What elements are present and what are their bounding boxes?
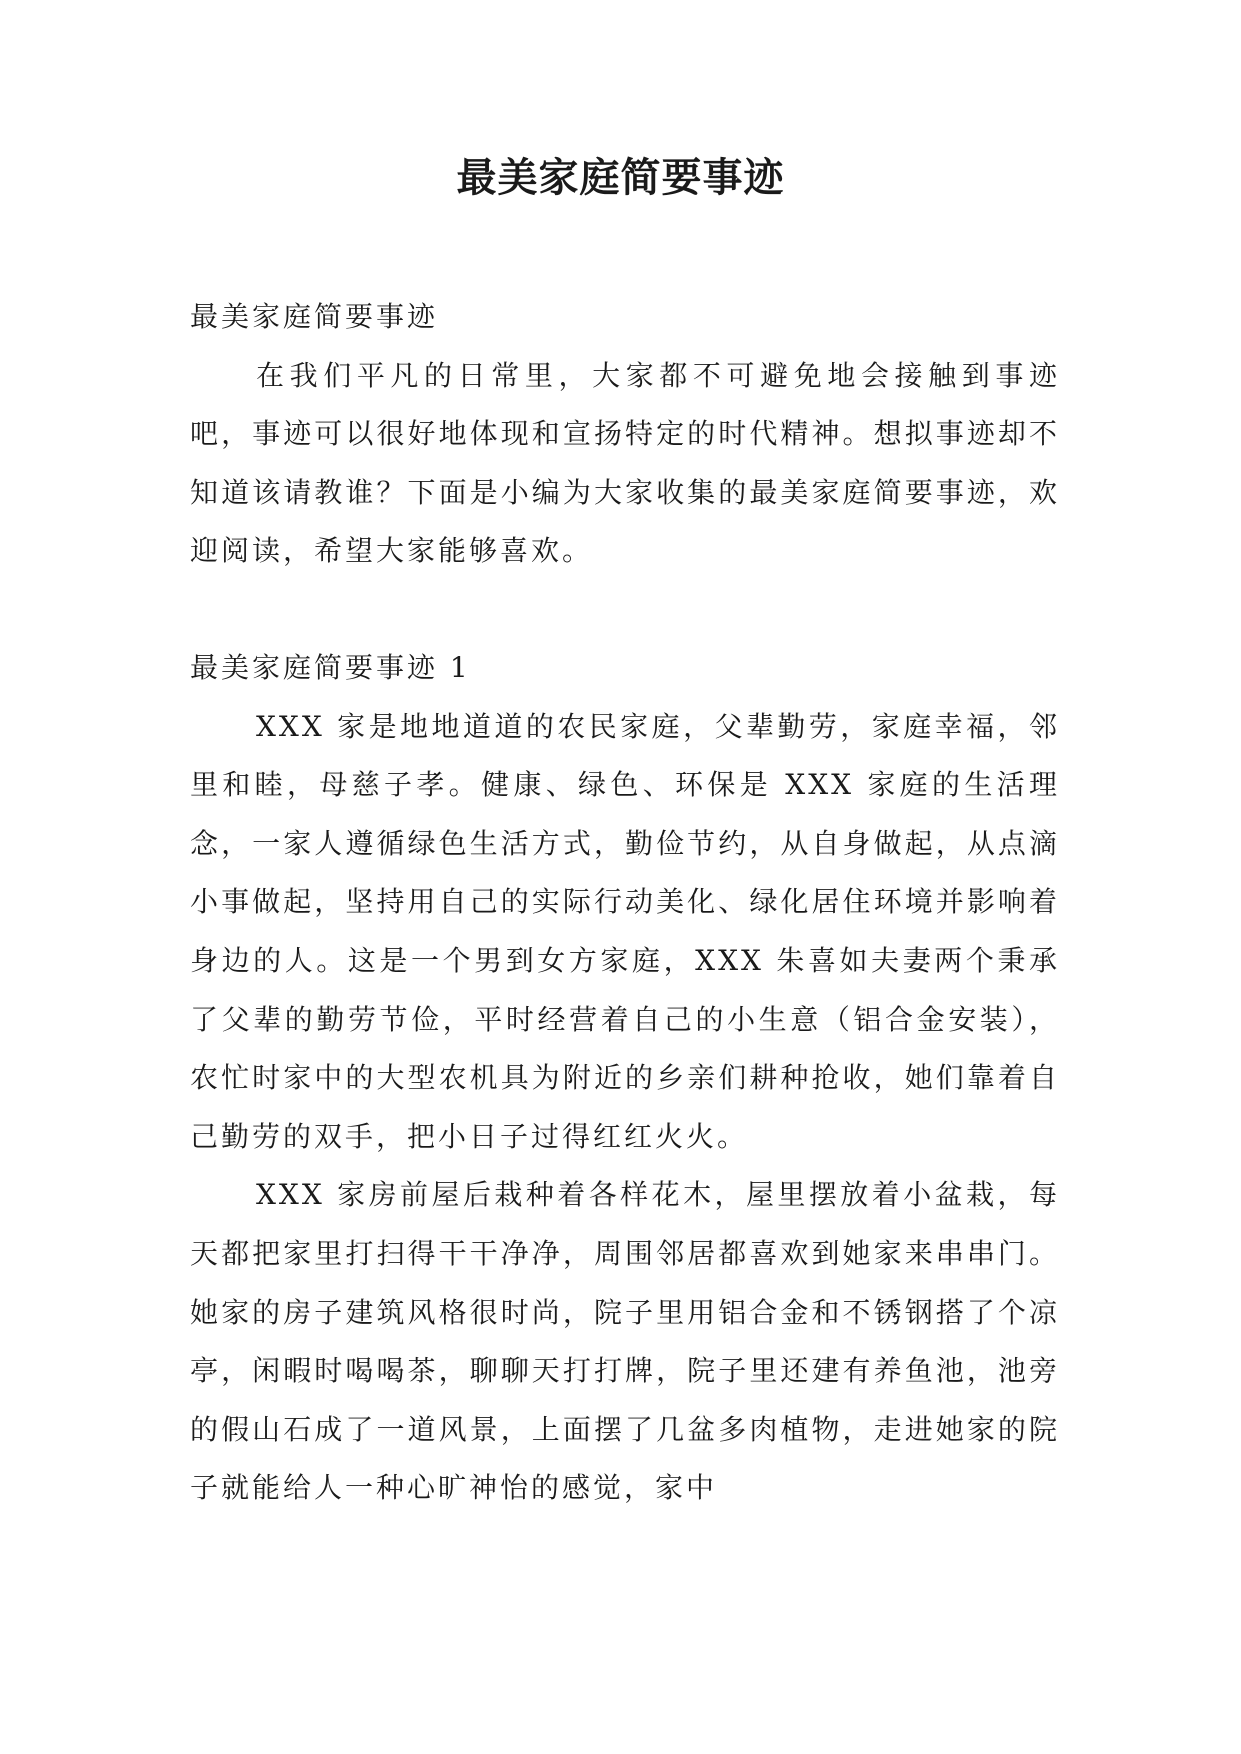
section1-paragraph-1: XXX 家是地地道道的农民家庭，父辈勤劳，家庭幸福，邻里和睦，母慈子孝。健康、绿色、环保是 XXX 家庭的生活理念，一家人遵循绿色生活方式，勤俭节约，从自身做起，从点滴小事做起，坚持用自己的实际行动美化、绿化居住环境并影响着身边的人。这是一个男到女方家庭，XXX 朱喜如夫妻两个秉承了父辈的勤劳节俭，平时经营着自己的小生意（铝合金安装），农忙时家中的大型农机具为附近的乡亲们耕种抢收，她们靠着自己勤劳的双手，把小日子过得红红火火。 (190, 709, 1060, 1153)
document-body (190, 288, 1060, 1518)
section1-heading: 最美家庭简要事迹 1 (190, 650, 471, 684)
intro-heading: 最美家庭简要事迹 (190, 300, 439, 333)
intro-paragraph: 在我们平凡的日常里，大家都不可避免地会接触到事迹吧，事迹可以很好地体现和宣扬特定的时代精神。想拟事迹却不知道该请教谁？下面是小编为大家收集的最美家庭简要事迹，欢迎阅读，希望大家能够喜欢。 (190, 358, 1060, 568)
section1-paragraph-2: XXX 家房前屋后栽种着各样花木，屋里摆放着小盆栽，每天都把家里打扫得干干净净，周围邻居都喜欢到她家来串串门。她家的房子建筑风格很时尚，院子里用铝合金和不锈钢搭了个凉亭，闲暇时喝喝茶，聊聊天打打牌，院子里还建有养鱼池，池旁的假山石成了一道风景，上面摆了几盆多肉植物，走进她家的院子就能给人一种心旷神怡的感觉，家中 (190, 1178, 1060, 1505)
document-title: 最美家庭简要事迹 (456, 155, 785, 201)
